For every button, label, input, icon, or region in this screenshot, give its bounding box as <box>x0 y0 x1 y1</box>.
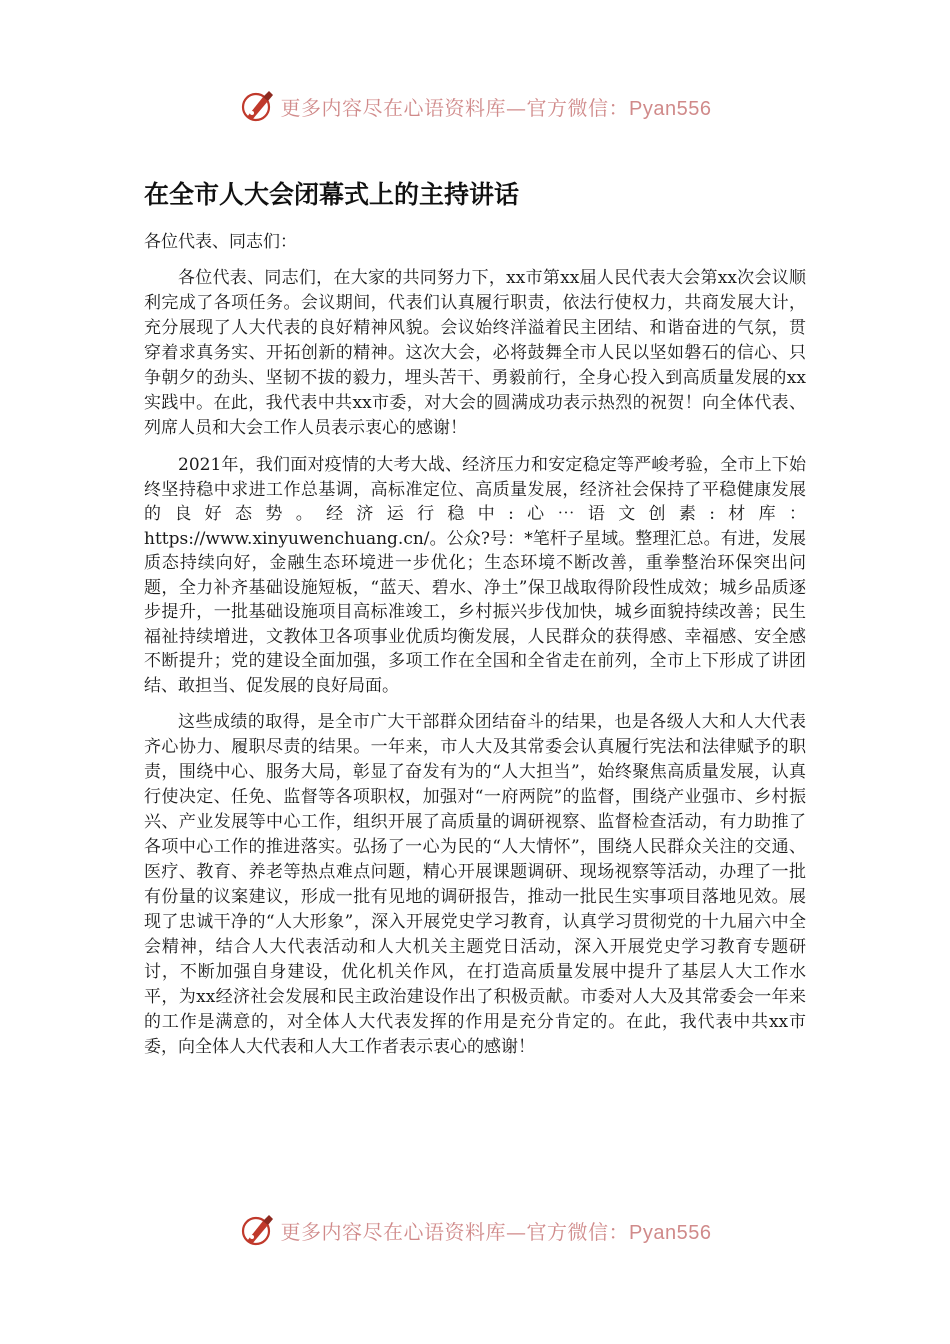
document-title: 在全市人大会闭幕式上的主持讲话 <box>144 180 520 209</box>
wechat-id: Pyan556 <box>629 1221 712 1244</box>
footer-banner <box>0 1210 950 1250</box>
fountain-pen-logo-icon <box>239 87 277 125</box>
paragraph-2: 2021年，我们面对疫情的大考大战、经济压力和安定稳定等严峻考验，全市上下始终坚持稳中求进工作总基调，高标准定位、高质量发展，经济社会保持了平稳健康发展的良好态势。经济运行稳中:心⋯语文创素:材库：https://www.xinyuwenchuang.cn/。公众?号：*笔杆子星域。整理汇总。有进，发展质态持续向好，金融生态环境进一步优化；生态环境不断改善，重拳整治环保突出问题，全力补齐基础设施短板，“蓝天、碧水、净土”保卫战取得阶段性成效；城乡品质逐步提升，一批基础设施项目高标准竣工，乡村振兴步伐加快，城乡面貌持续改善；民生福祉持续增进，文教体卫各项事业优质均衡发展，人民群众的获得感、幸福感、安全感不断提升；党的建设全面加强，多项工作在全国和全省走在前列，全市上下形成了讲团结、敢担当、促发展的良好局面。 <box>144 455 806 696</box>
document-body <box>144 230 806 1072</box>
fountain-pen-logo-icon <box>239 1211 277 1249</box>
wechat-id: Pyan556 <box>629 97 712 120</box>
salutation: 各位代表、同志们： <box>144 232 297 252</box>
header-banner <box>0 86 950 126</box>
paragraph-3: 这些成绩的取得，是全市广大干部群众团结奋斗的结果，也是各级人大和人大代表齐心协力、履职尽责的结果。一年来，市人大及其常委会认真履行宪法和法律赋予的职责，围绕中心、服务大局，彰显了奋发有为的“人大担当”，始终聚焦高质量发展，认真行使决定、任免、监督等各项职权，加强对“一府两院”的监督，围绕产业强市、乡村振兴、产业发展等中心工作，组织开展了高质量的调研视察、监督检查活动，有力助推了各项中心工作的推进落实。弘扬了一心为民的“人大情怀”，围绕人民群众关注的交通、医疗、教育、养老等热点难点问题，精心开展课题调研、现场视察等活动，办理了一批有份量的议案建议，形成一批有见地的调研报告，推动一批民生实事项目落地见效。展现了忠诚干净的“人大形象”，深入开展党史学习教育，认真学习贯彻党的十九届六中全会精神，结合人大代表活动和人大机关主题党日活动，深入开展党史学习教育专题研讨，不断加强自身建设，优化机关作风，在打造高质量发展中提升了基层人大工作水平，为xx经济社会发展和民主政治建设作出了积极贡献。市委对人大及其常委会一年来的工作是满意的，对全体人大代表发挥的作用是充分肯定的。在此，我代表中共xx市委，向全体人大代表和人大工作者表示衷心的感谢！ <box>144 712 806 1057</box>
banner-text: 更多内容尽在心语资料库—官方微信：Pyan556 <box>280 1219 712 1244</box>
paragraph-1: 各位代表、同志们，在大家的共同努力下，xx市第xx届人民代表大会第xx次会议顺利完成了各项任务。会议期间，代表们认真履行职责，依法行使权力，共商发展大计，充分展现了人大代表的良好精神风貌。会议始终洋溢着民主团结、和谐奋进的气氛，贯穿着求真务实、开拓创新的精神。这次大会，必将鼓舞全市人民以坚如磐石的信心、只争朝夕的劲头、坚韧不拔的毅力，埋头苦干、勇毅前行，全身心投入到高质量发展的xx实践中。在此，我代表中共xx市委，对大会的圆满成功表示热烈的祝贺！向全体代表、列席人员和大会工作人员表示衷心的感谢！ <box>144 268 806 438</box>
banner-text: 更多内容尽在心语资料库—官方微信：Pyan556 <box>280 95 712 120</box>
